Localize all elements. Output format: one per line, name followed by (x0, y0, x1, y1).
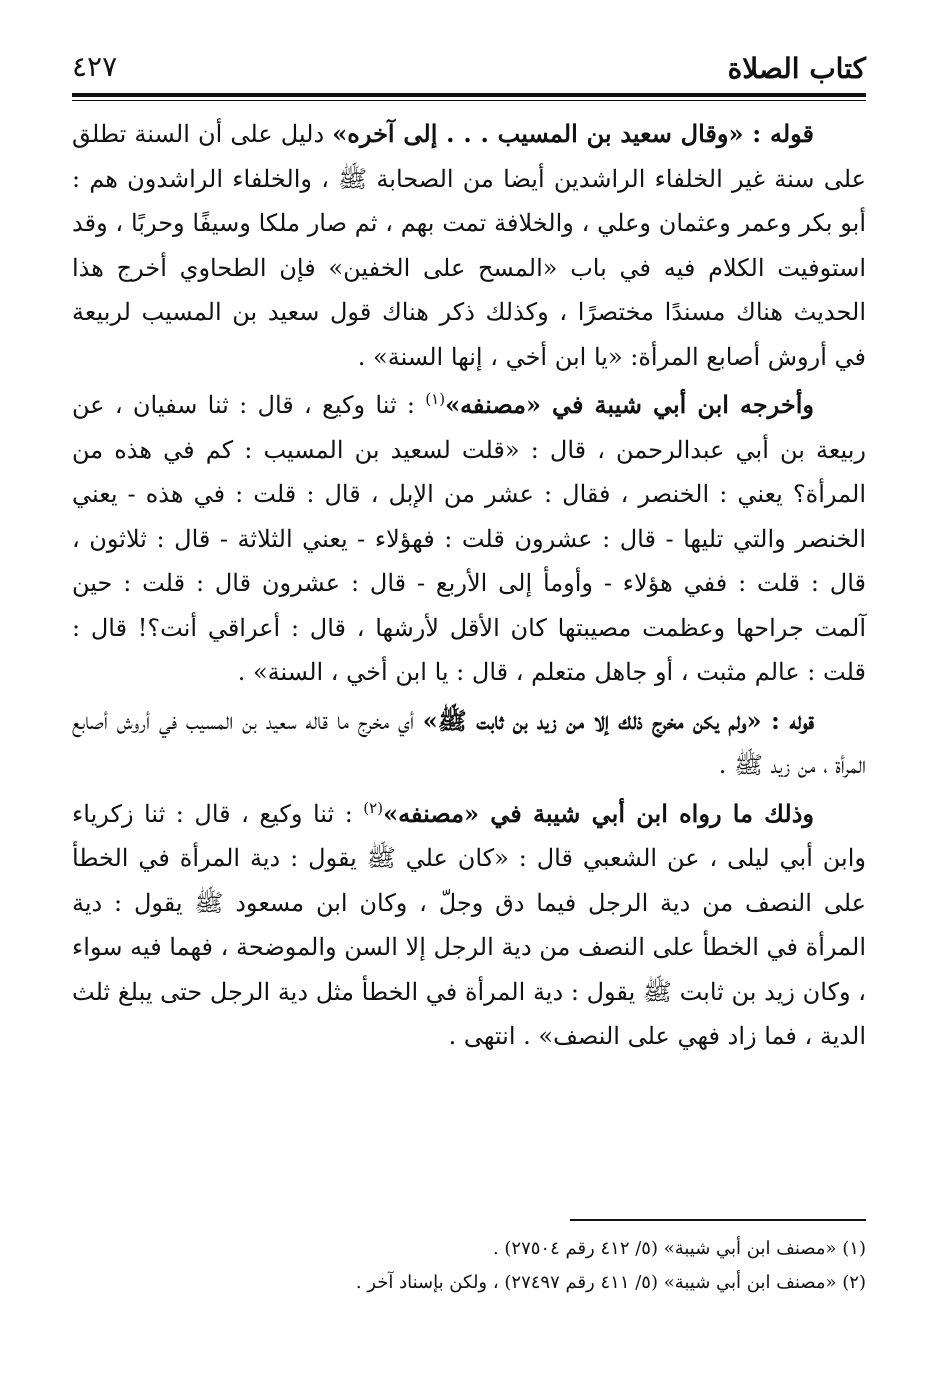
paragraph-lead: وأخرجه ابن أبي شيبة في «مصنفه» (445, 390, 814, 419)
paragraph-lead: قوله : «ولم يكن مخرج ذلك إلا من زيد بن ثابت ﷺ» (422, 705, 815, 735)
footnote-1: (١) «مصنف ابن أبي شيبة» (٥/ ٤١٢ رقم ٢٧٥٠٤) . (492, 1238, 866, 1259)
header-rule-thick (72, 93, 866, 97)
footnote-ref-2: (٢) (363, 798, 384, 817)
paragraph-2 (72, 383, 866, 695)
page-number: ٤٢٧ (72, 50, 118, 83)
main-text (72, 112, 866, 1063)
paragraph-1 (72, 112, 866, 379)
footnote-ref-1: (١) (425, 390, 446, 408)
header-rule-thin (72, 100, 866, 101)
footnote-2: (٢) «مصنف ابن أبي شيبة» (٥/ ٤١١ رقم ٢٧٤٩٧) ، ولكن بإسناد آخر . (355, 1272, 866, 1293)
paragraph-3 (72, 699, 866, 788)
footnotes (72, 1232, 866, 1300)
page-header (72, 40, 866, 92)
paragraph-lead: وذلك ما رواه ابن أبي شيبة في «مصنفه» (383, 798, 814, 828)
paragraph-lead: قوله : «وقال سعيد بن المسيب . . . إلى آخره» (332, 119, 815, 148)
paragraph-text: أي مخرج ما قاله سعيد بن المسيب في أروش أصابع المرأة ، من زيد ﷺ . (72, 706, 866, 779)
book-title: كتاب الصلاة (727, 52, 866, 85)
footnote-divider (570, 1219, 866, 1221)
paragraph-text: : ثنا وكيع ، قال : ثنا زكرياء وابن أبي ليلى ، عن الشعبي قال : «كان علي ﷺ يقول : دية المرأة في الخطأ على النصف من دية الرجل فيما دق وجلّ ، وكان ابن مسعود ﷺ يقول : دية المرأة في الخطأ على النصف من دية الرجل إلا السن والموضحة ، فهما فيه سواء ، وكان زيد بن ثابت ﷺ يقول : دية المرأة في الخطأ مثل دية الرجل حتى يبلغ ثلث الدية ، فما زاد فهي على النصف» . انتهى . (72, 799, 867, 1050)
paragraph-4 (72, 792, 866, 1059)
paragraph-text: دليل على أن السنة تطلق على سنة غير الخلفاء الراشدين أيضا من الصحابة ﷺ ، والخلفاء الراشدون هم : أبو بكر وعمر وعثمان وعلي ، والخلافة تمت بهم ، ثم صار ملكا وسيفًا وحربًا ، وقد استوفيت الكلام فيه في باب «المسح على الخفين» فإن الطحاوي أخرج هذا الحديث هناك مسندًا مختصرًا ، وكذلك ذكر هناك قول سعيد بن المسيب لربيعة في أروش أصابع المرأة: «يا ابن أخي ، إنها السنة» . (72, 120, 867, 371)
paragraph-text: : ثنا وكيع ، قال : ثنا سفيان ، عن ربيعة بن أبي عبدالرحمن ، قال : «قلت لسعيد بن المسيب : كم في هذه من المرأة؟ يعني : الخنصر ، فقال : عشر من الإبل ، قال : قلت : في هذه - يعني الخنصر والتي تليها - قال : عشرون قلت : فهؤلاء - يعني الثلاثة - قال : ثلاثون ، قال : قلت : ففي هؤلاء - وأومأ إلى الأربع - قال : عشرون قال : قلت : حين آلمت جراحها وعظمت مصيبتها كان الأقل لأرشها ، قال : أعراقي أنت؟! قال : قلت : عالم مثبت ، أو جاهل متعلم ، قال : يا ابن أخي ، السنة» . (72, 391, 866, 686)
